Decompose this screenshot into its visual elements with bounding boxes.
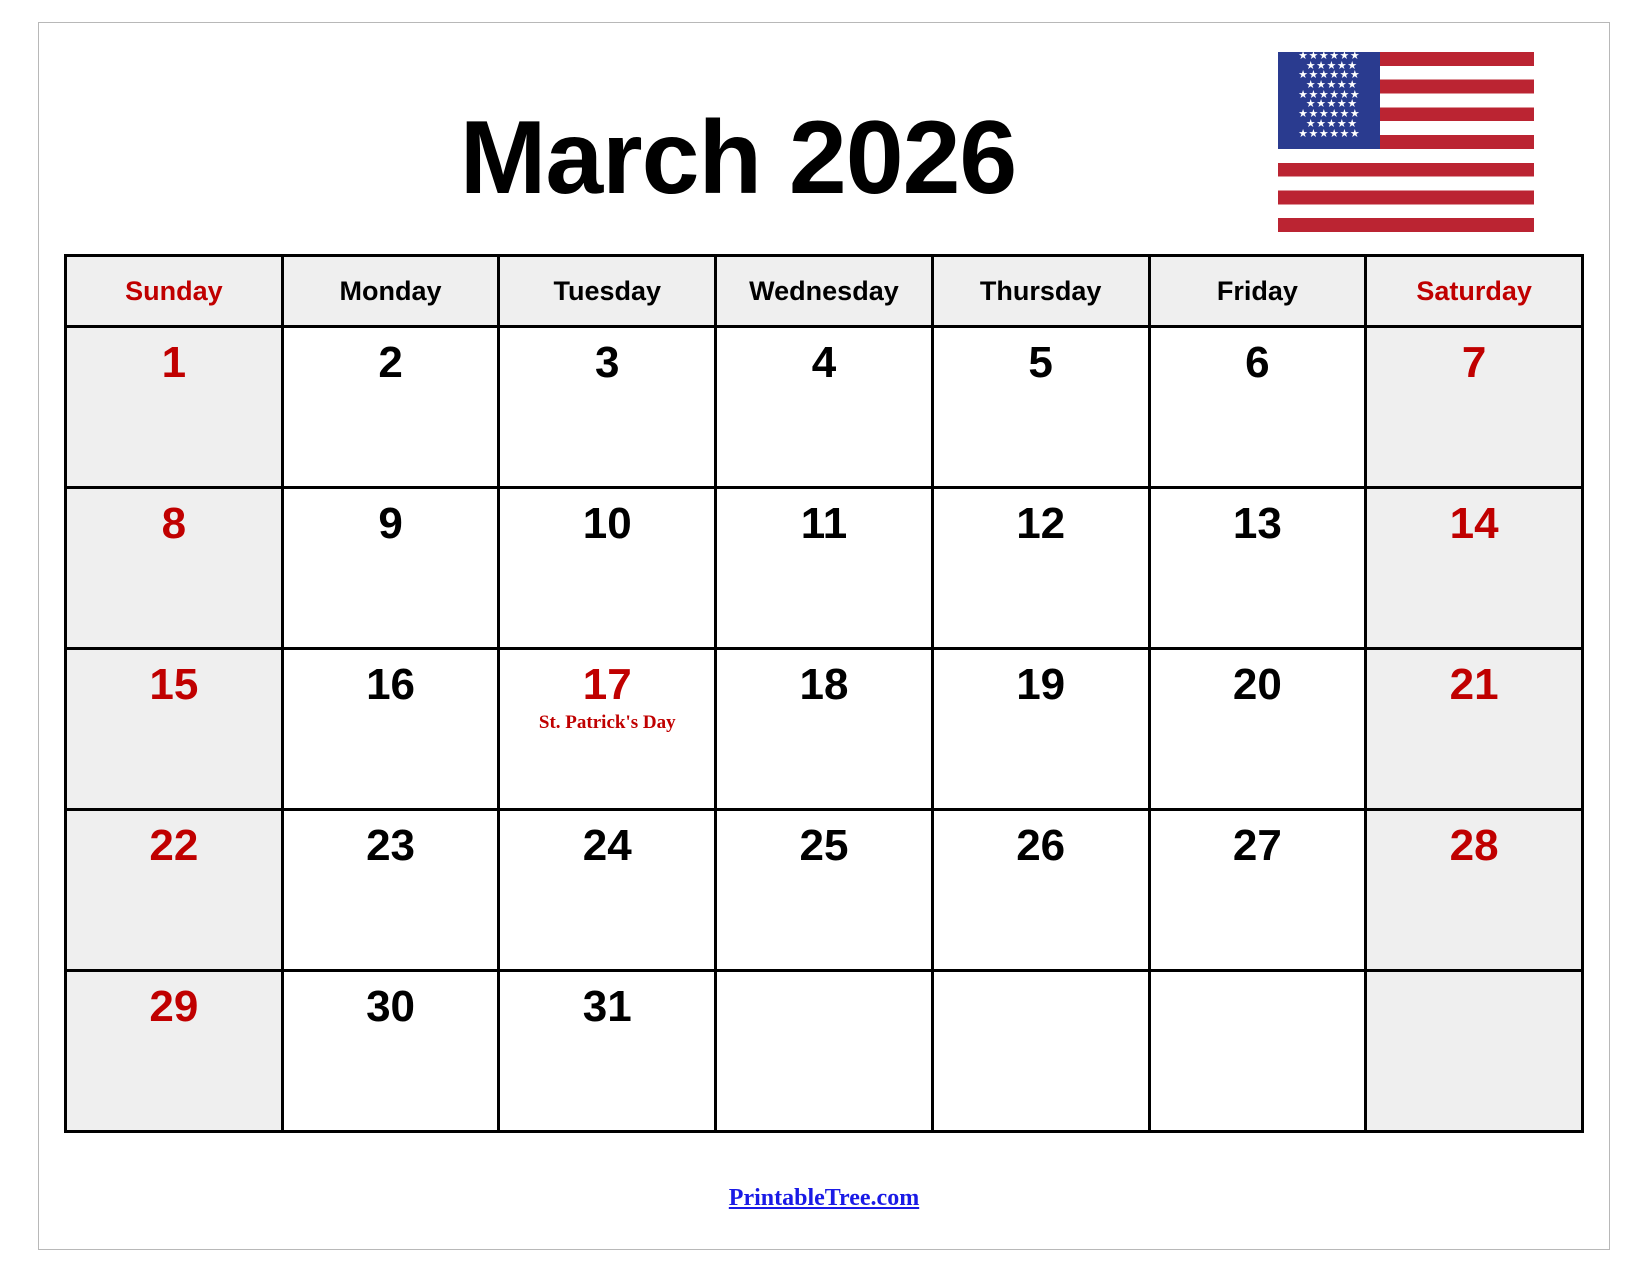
day-cell[interactable] — [932, 971, 1149, 1132]
flag-star-row: ★★★★★ — [1305, 79, 1358, 92]
day-number: 5 — [1028, 338, 1053, 387]
day-cell[interactable] — [1366, 649, 1583, 810]
day-number: 2 — [378, 338, 403, 387]
day-number: 31 — [582, 982, 632, 1031]
flag-star-row: ★★★★★★ — [1298, 52, 1361, 62]
week-row — [66, 649, 1583, 810]
day-number: 8 — [161, 499, 187, 548]
day-cell[interactable] — [499, 971, 716, 1132]
day-cell[interactable] — [499, 810, 716, 971]
day-cell[interactable] — [1149, 327, 1366, 488]
flag-star-row: ★★★★★★ — [1298, 108, 1361, 121]
weekday-header-friday: Friday — [1149, 256, 1366, 327]
day-cell[interactable] — [1366, 810, 1583, 971]
day-number: 23 — [366, 821, 416, 870]
day-cell[interactable] — [1149, 488, 1366, 649]
day-cell[interactable] — [282, 971, 499, 1132]
day-number: 29 — [149, 982, 199, 1031]
day-cell[interactable] — [1366, 327, 1583, 488]
flag-star-row: ★★★★★ — [1305, 98, 1358, 111]
day-cell[interactable] — [66, 971, 283, 1132]
flag-star-row: ★★★★★★ — [1298, 69, 1361, 82]
day-cell[interactable] — [499, 488, 716, 649]
day-cell[interactable] — [1149, 649, 1366, 810]
day-number: 9 — [378, 499, 403, 548]
day-number: 13 — [1232, 499, 1282, 548]
day-cell[interactable] — [716, 488, 933, 649]
day-cell[interactable] — [282, 810, 499, 971]
day-number: 22 — [149, 821, 199, 870]
day-number: 10 — [582, 499, 632, 548]
day-number: 14 — [1449, 499, 1499, 548]
flag-star-row: ★★★★★ — [1305, 117, 1358, 130]
day-number: 4 — [811, 338, 837, 387]
day-event: St. Patrick's Day — [538, 712, 676, 734]
day-number: 11 — [800, 499, 848, 548]
day-cell[interactable] — [1149, 810, 1366, 971]
day-number: 25 — [799, 821, 849, 870]
flag-canton — [1278, 52, 1380, 149]
day-cell[interactable] — [66, 488, 283, 649]
flag-star-row: ★★★★★ — [1305, 59, 1358, 72]
day-number: 21 — [1449, 660, 1499, 709]
day-cell[interactable] — [1149, 971, 1366, 1132]
day-cell[interactable] — [1366, 488, 1583, 649]
day-cell[interactable] — [499, 649, 716, 810]
day-cell[interactable] — [932, 488, 1149, 649]
day-number: 12 — [1016, 499, 1066, 548]
day-cell[interactable] — [716, 971, 933, 1132]
day-cell[interactable] — [66, 649, 283, 810]
day-cell[interactable] — [499, 327, 716, 488]
day-cell[interactable] — [66, 810, 283, 971]
day-cell[interactable] — [66, 327, 283, 488]
week-row — [66, 327, 1583, 488]
day-number: 16 — [366, 660, 416, 709]
day-number: 6 — [1245, 338, 1270, 387]
weekday-header-sunday: Sunday — [66, 256, 283, 327]
weekday-header-wednesday: Wednesday — [716, 256, 933, 327]
weekday-header-thursday: Thursday — [932, 256, 1149, 327]
day-cell[interactable] — [282, 649, 499, 810]
day-number: 19 — [1016, 660, 1066, 709]
us-flag-icon — [1278, 52, 1534, 232]
day-number: 28 — [1449, 821, 1499, 870]
day-cell[interactable] — [1366, 971, 1583, 1132]
calendar-header — [38, 22, 1610, 250]
day-number: 7 — [1461, 338, 1487, 387]
week-row — [66, 810, 1583, 971]
day-cell[interactable] — [932, 327, 1149, 488]
footer-link[interactable]: PrintableTree.com — [728, 1185, 920, 1211]
month-grid — [64, 254, 1584, 1133]
footer — [38, 1185, 1610, 1212]
flag-star-row: ★★★★★★ — [1298, 88, 1361, 101]
page-title: March 2026 — [459, 100, 1017, 216]
day-cell[interactable] — [932, 810, 1149, 971]
day-number: 17 — [582, 660, 632, 709]
flag-stars — [1278, 52, 1380, 149]
week-row — [66, 488, 1583, 649]
weekday-header-monday: Monday — [282, 256, 499, 327]
day-number: 1 — [161, 338, 187, 387]
day-number: 26 — [1016, 821, 1066, 870]
day-cell[interactable] — [282, 327, 499, 488]
day-cell[interactable] — [716, 649, 933, 810]
day-number: 20 — [1232, 660, 1282, 709]
day-cell[interactable] — [932, 649, 1149, 810]
day-number: 3 — [595, 338, 620, 387]
day-number: 30 — [366, 982, 416, 1031]
day-cell[interactable] — [282, 488, 499, 649]
day-number: 15 — [149, 660, 199, 709]
flag-star-row: ★★★★★★ — [1298, 127, 1361, 140]
weekday-header-saturday: Saturday — [1366, 256, 1583, 327]
weekday-header-tuesday: Tuesday — [499, 256, 716, 327]
day-cell[interactable] — [716, 810, 933, 971]
day-number: 18 — [799, 660, 849, 709]
day-number: 27 — [1232, 821, 1282, 870]
day-cell[interactable] — [716, 327, 933, 488]
day-number: 24 — [582, 821, 632, 870]
weekday-header-row — [66, 256, 1583, 327]
week-row — [66, 971, 1583, 1132]
